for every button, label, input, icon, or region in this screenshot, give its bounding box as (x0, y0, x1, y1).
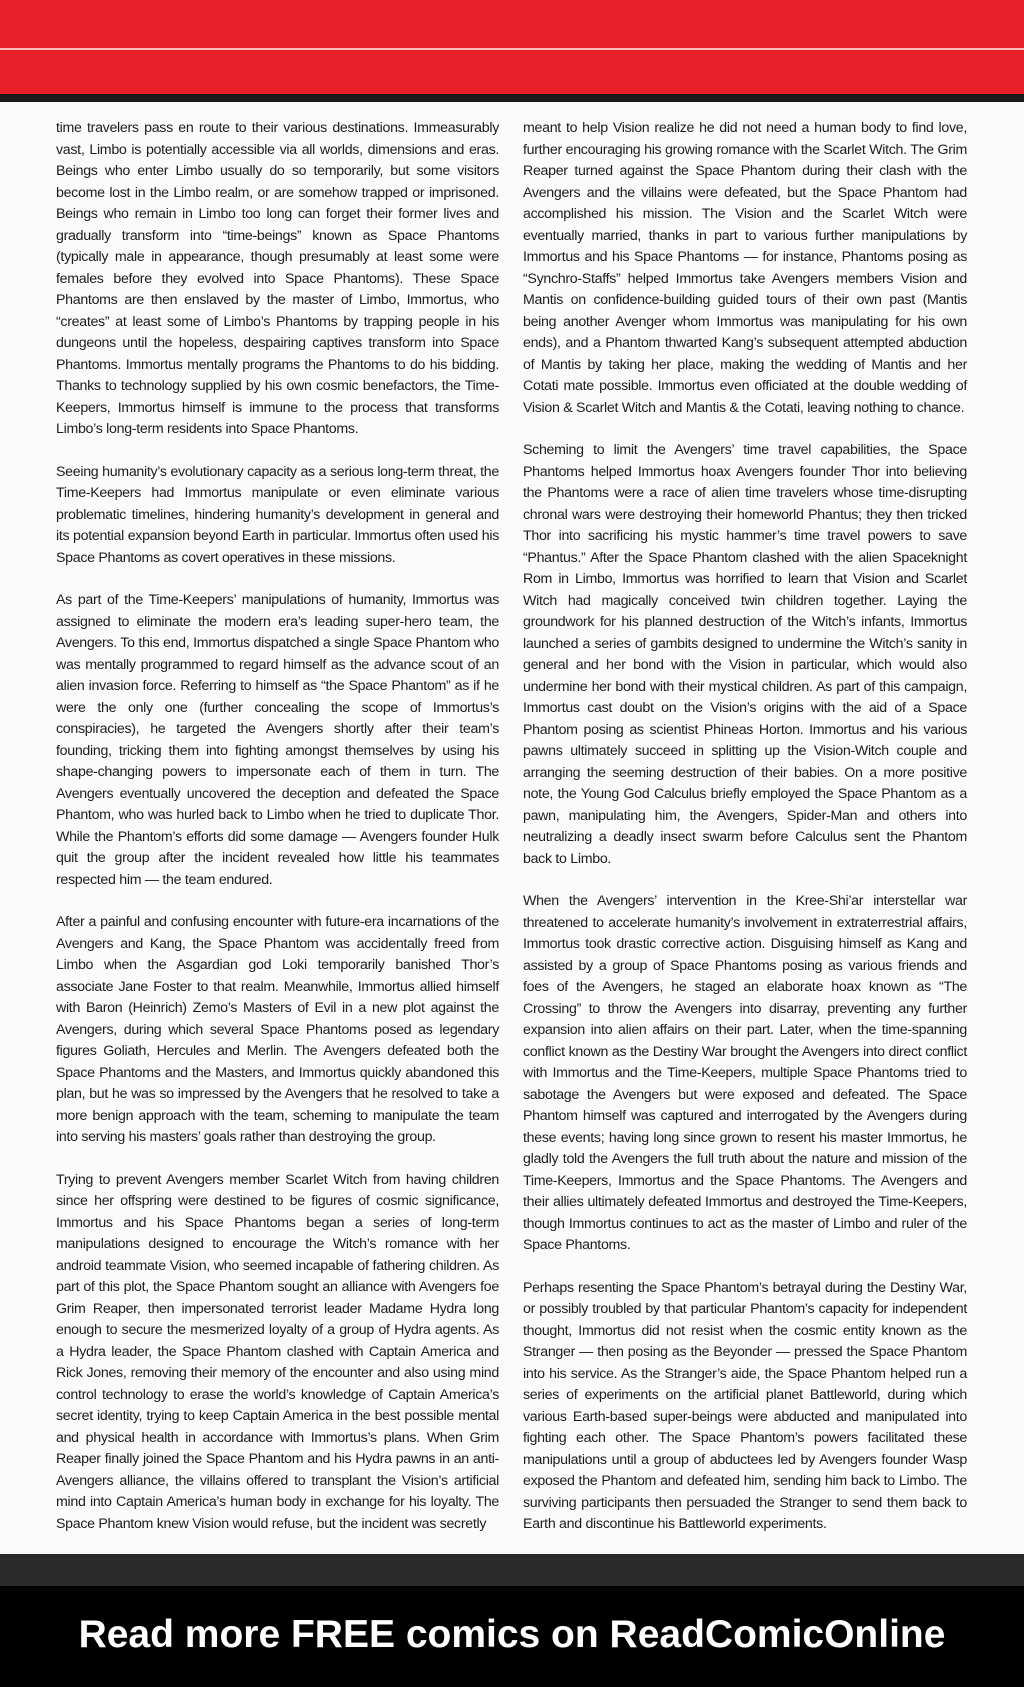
paragraph: Perhaps resenting the Space Phantom’s betrayal during the Destiny War, or possibly troubled by that particular Phantom’s capacity for independent thought, Immortus did not resist when the cosmic entity known as the Stranger — then posing as the Beyonder — pressed the Space Phantom into his service. As the Stranger’s aide, the Space Phantom helped run a series of experiments on the artificial planet Battleworld, during which various Earth-based super-beings were abducted and manipulated into fighting each other. The Space Phantom’s powers facilitated these manipulations until a group of abductees led by Avengers founder Wasp exposed the Phantom and defeated him, sending him back to Limbo. The surviving participants then persuaded the Stranger to send them back to Earth and discontinue his Battleworld experiments. (523, 1279, 967, 1532)
header-shadow-strip (0, 94, 1024, 102)
right-text-column (523, 118, 967, 1557)
paragraph: Scheming to limit the Avengers’ time travel capabilities, the Space Phantoms helped Immortus hoax Avengers founder Thor into believing the Phantoms were a race of alien time travelers whose time-disrupting chronal wars were destroying their homeworld Phantus; they then tricked Thor into sacrificing his mystic hammer’s time travel powers to save “Phantus.” After the Space Phantom clashed with the alien Spaceknight Rom in Limbo, Immortus was horrified to learn that Vision and Scarlet Witch had magically conceived twin children together. Laying the groundwork for his planned destruction of the Witch’s infants, Immortus launched a series of gambits designed to undermine the Witch’s sanity in general and her bond with the Vision in particular, which would also undermine her bond with their mystical children. As part of this campaign, Immortus cast doubt on the Vision’s origins with the aid of a Space Phantom posing as scientist Phineas Horton. Immortus and his various pawns ultimately succeed in splitting up the Vision-Witch couple and arranging the seeming destruction of their babies. On a more positive note, the Young God Calculus briefly employed the Space Phantom as a pawn, manipulating him, the Avengers, Spider-Man and others into neutralizing a deadly insect swarm before Calculus sent the Phantom back to Limbo. (523, 442, 967, 867)
footer-banner-link[interactable]: Read more FREE comics on ReadComicOnline (78, 1613, 946, 1656)
paragraph: When the Avengers’ intervention in the Kree-Shi’ar interstellar war threatened to accelerate humanity’s involvement in extraterrestrial affairs, Immortus took drastic corrective action. Disguising himself as Kang and assisted by a group of Space Phantoms posing as various friends and foes of the Avengers, he staged an elaborate hoax known as “The Crossing” to throw the Avengers into disarray, preventing any further expansion into alien affairs on their part. Later, when the time-spanning conflict known as the Destiny War brought the Avengers into direct conflict with Immortus and the Time-Keepers, multiple Space Phantoms tried to sabotage the Avengers but were exposed and defeated. The Space Phantom himself was captured and interrogated by the Avengers during these events; having long since grown to resent his master Immortus, he gladly told the Avengers the full truth about the nature and mission of the Time-Keepers, Immortus and the Space Phantoms. The Avengers and their allies ultimately defeated Immortus and destroyed the Time-Keepers, though Immortus continues to act as the master of Limbo and ruler of the Space Phantoms. (523, 893, 967, 1253)
bottom-border-strip (0, 1554, 1024, 1586)
paragraph: time travelers pass en route to their various destinations. Immeasurably vast, Limbo is potentially accessible via all worlds, dimensions and eras. Beings who enter Limbo usually do so temporarily, but some visitors become lost in the Limbo realm, or are somehow trapped or imprisoned. Beings who remain in Limbo too long can forget their former lives and gradually transform into “time-beings” known as Space Phantoms (typically male in appearance, though presumably at least some were females before they evolved into Space Phantoms). These Space Phantoms are then enslaved by the master of Limbo, Immortus, who “creates” at least some of Limbo’s Phantoms by trapping people in his dungeons until the hopeless, despairing captives transform into Space Phantoms. Immortus mentally programs the Phantoms to do his bidding. Thanks to technology supplied by his own cosmic benefactors, the Time-Keepers, Immortus himself is immune to the process that transforms Limbo’s long-term residents into Space Phantoms. (56, 120, 499, 437)
paragraph: meant to help Vision realize he did not need a human body to find love, further encouraging his growing romance with the Scarlet Witch. The Grim Reaper turned against the Space Phantom during their clash with the Avengers and the villains were defeated, but the Space Phantom had accomplished his mission. The Vision and the Scarlet Witch were eventually married, thanks in part to various further manipulations by Immortus and his Space Phantoms — for instance, Phantoms posing as “Synchro-Staffs” helped Immortus take Avengers members Vision and Mantis on confidence-building guided tours of their own past (Mantis being another Avenger whom Immortus was manipulating for his own ends), and a Phantom thwarted Kang’s subsequent attempted abduction of Mantis by taking her place, making the wedding of Mantis and her Cotati mate possible. Immortus even officiated at the double wedding of Vision & Scarlet Witch and Mantis & the Cotati, leaving nothing to chance. (523, 120, 967, 416)
paragraph: After a painful and confusing encounter with future-era incarnations of the Avengers and Kang, the Space Phantom was accidentally freed from Limbo when the Asgardian god Loki temporarily banished Thor’s associate Jane Foster to that realm. Meanwhile, Immortus allied himself with Baron (Heinrich) Zemo’s Masters of Evil in a new plot against the Avengers, during which several Space Phantoms posed as legendary figures Goliath, Hercules and Merlin. The Avengers defeated both the Space Phantoms and the Masters, and Immortus quickly abandoned this plan, but he was so impressed by the Avengers that he resolved to take a more benign approach with the team, scheming to manipulate the team into serving his masters’ goals rather than destroying the group. (56, 914, 499, 1145)
paragraph: As part of the Time-Keepers’ manipulations of humanity, Immortus was assigned to eliminate the modern era’s leading super-hero team, the Avengers. To this end, Immortus dispatched a single Space Phantom who was mentally programmed to regard himself as the advance scout of an alien invasion force. Referring to himself as “the Space Phantom” as if he were the only one (further concealing the scope of Immortus’s conspiracies), he targeted the Avengers shortly after their team’s founding, tricking them into fighting amongst themselves by using his shape-changing powers to impersonate each of them in turn. The Avengers eventually uncovered the deception and defeated the Space Phantom, who was hurled back to Limbo when he tried to duplicate Thor. While the Phantom’s efforts did some damage — Avengers founder Hulk quit the group after the incident revealed how little his teammates respected him — the team endured. (56, 592, 499, 888)
paragraph: Trying to prevent Avengers member Scarlet Witch from having children since her offspring were destined to be figures of cosmic significance, Immortus and his Space Phantoms began a series of long-term manipulations designed to encourage the Witch’s romance with her android teammate Vision, who seemed incapable of fathering children. As part of this plot, the Space Phantom sought an alliance with Avengers foe Grim Reaper, then impersonated terrorist leader Madame Hydra long enough to secure the mesmerized loyalty of a group of Hydra agents. As a Hydra leader, the Space Phantom clashed with Captain America and Rick Jones, removing their memory of the encounter and also using mind control technology to erase the world’s knowledge of Captain America’s secret identity, trying to keep Captain America in the best possible mental and physical health in accordance with Immortus’s plans. When Grim Reaper finally joined the Space Phantom and his Hydra pawns in an anti-Avengers alliance, the villains offered to transplant the Vision’s artificial mind into Captain America’s human body in exchange for his loyalty. The Space Phantom knew Vision would refuse, but the incident was secretly (56, 1171, 499, 1532)
paragraph: Seeing humanity’s evolutionary capacity as a serious long-term threat, the Time-Keepers had Immortus manipulate or even eliminate various problematic timelines, hindering humanity’s development in general and its potential expansion beyond Earth in particular. Immortus often used his Space Phantoms as covert operatives in these missions. (56, 463, 499, 566)
left-text-column (56, 118, 499, 1556)
header-divider-line (0, 48, 1024, 50)
